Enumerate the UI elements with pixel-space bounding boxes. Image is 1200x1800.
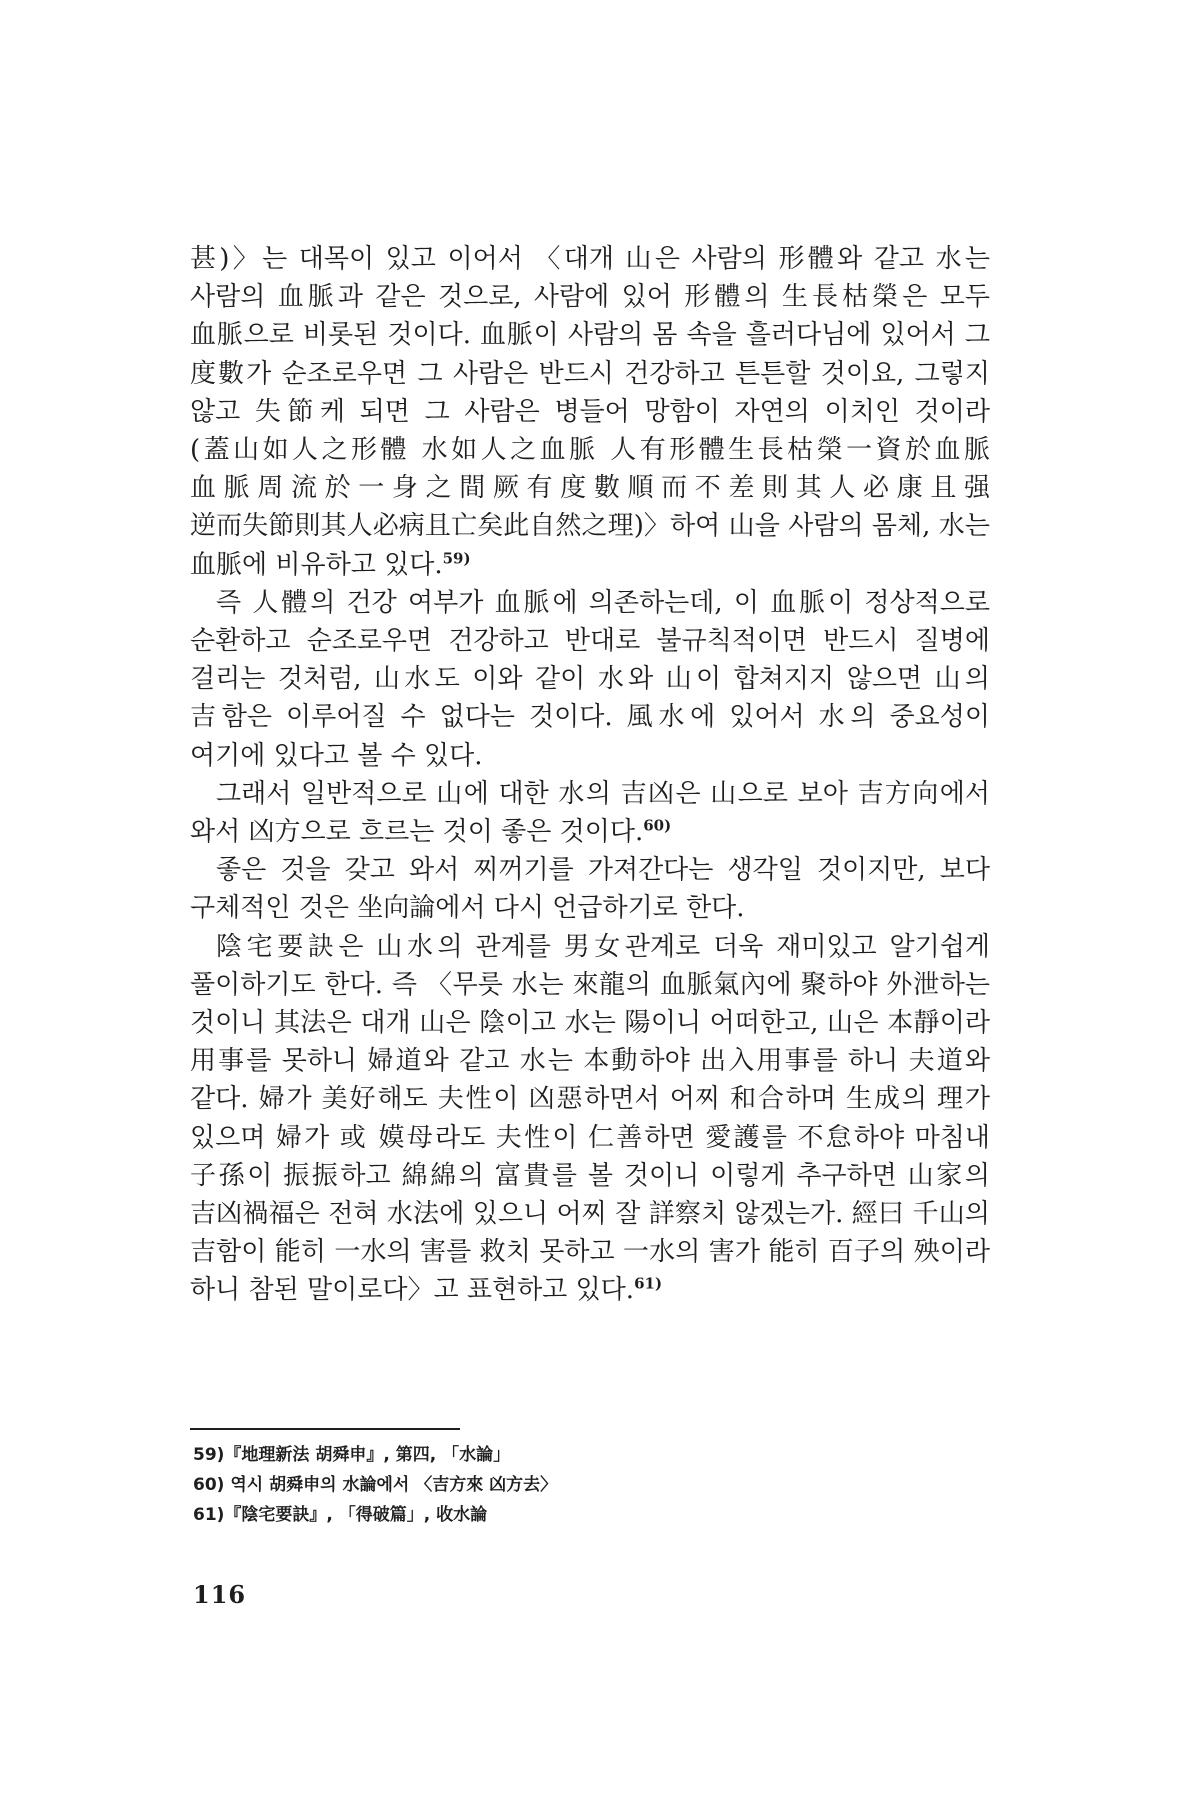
footnote-ref-60: 60) bbox=[643, 816, 672, 835]
page-number: 116 bbox=[193, 1580, 247, 1609]
body-text bbox=[190, 240, 990, 1310]
paragraph-1 bbox=[190, 240, 990, 584]
footnote-ref-61: 61) bbox=[634, 1274, 663, 1293]
footnotes bbox=[193, 1440, 973, 1530]
paragraph-2-text: 즉 人體의 건강 여부가 血脈에 의존하는데, 이 血脈이 정상적으로 순환하고 순조로우면 건강하고 반대로 불규칙적이면 반드시 질병에 걸리는 것처럼, 山水도 이와 같이 水와 山이 합쳐지지 않으면 山의 吉함은 이루어질 수 없다는 것이다. 風水에 있어서 水의 중요성이 여기에 있다고 볼 수 있다. bbox=[190, 587, 990, 771]
footnote-60: 60) 역시 胡舜申의 水論에서 〈吉方來 凶方去〉 bbox=[193, 1475, 558, 1495]
footnote-divider bbox=[190, 1428, 460, 1430]
paragraph-2 bbox=[190, 584, 990, 775]
footnote-59: 59)『地理新法 胡舜申』, 第四, 「水論」 bbox=[193, 1445, 511, 1465]
footnote-ref-59: 59) bbox=[442, 548, 471, 567]
paragraph-3-text: 그래서 일반적으로 山에 대한 水의 吉凶은 山으로 보아 吉方向에서 와서 凶方으로 흐르는 것이 좋은 것이다. bbox=[190, 778, 990, 848]
footnote-61: 61)『陰宅要訣』, 「得破篇」, 收水論 bbox=[193, 1505, 488, 1525]
paragraph-5-text: 陰宅要訣은 山水의 관계를 男女관계로 더욱 재미있고 알기쉽게 풀이하기도 한다. 즉 〈무릇 水는 來龍의 血脈氣內에 聚하야 外泄하는 것이니 其法은 대개 山은 陰이고 水는 陽이니 어떠한고, 山은 本靜이라 用事를 못하니 婦道와 같고 水는 本動하야 出入用事를 하니 夫道와 같다. 婦가 美好해도 夫性이 凶惡하면서 어찌 和合하며 生成의 理가 있으며 婦가 或 嫫母라도 夫性이 仁善하면 愛護를 不怠하야 마침내 子孫이 振振하고 綿綿의 富貴를 볼 것이니 이렇게 추구하면 山家의 吉凶禍福은 전혀 水法에 있으니 어찌 잘 詳察치 않겠는가. 經曰 千山의 吉함이 能히 一水의 害를 救치 못하고 一水의 害가 能히 百子의 殃이라 하니 참된 말이로다〉고 표현하고 있다. bbox=[190, 931, 990, 1306]
paragraph-4 bbox=[190, 851, 990, 927]
paragraph-3 bbox=[190, 775, 990, 851]
paragraph-5 bbox=[190, 928, 990, 1310]
paragraph-4-text: 좋은 것을 갖고 와서 찌꺼기를 가져간다는 생각일 것이지만, 보다 구체적인 것은 坐向論에서 다시 언급하기로 한다. bbox=[190, 855, 990, 924]
paragraph-1-text: 甚)〉는 대목이 있고 이어서 〈대개 山은 사람의 形體와 같고 水는 사람의 血脈과 같은 것으로, 사람에 있어 形體의 生長枯榮은 모두 血脈으로 비롯된 것이다. 血脈이 사람의 몸 속을 흘러다님에 있어서 그 度數가 순조로우면 그 사람은 반드시 건강하고 튼튼할 것이요, 그렇지 않고 失節케 되면 그 사람은 병들어 망함이 자연의 이치인 것이라(蓋山如人之形體 水如人之血脈 人有形體生長枯榮一資於血脈 血脈周流於一身之間厥有度數順而不差則其人必康且强 逆而失節則其人必病且亡矣此自然之理)〉하여 山을 사람의 몸체, 水는 血脈에 비유하고 있다. bbox=[190, 244, 990, 580]
